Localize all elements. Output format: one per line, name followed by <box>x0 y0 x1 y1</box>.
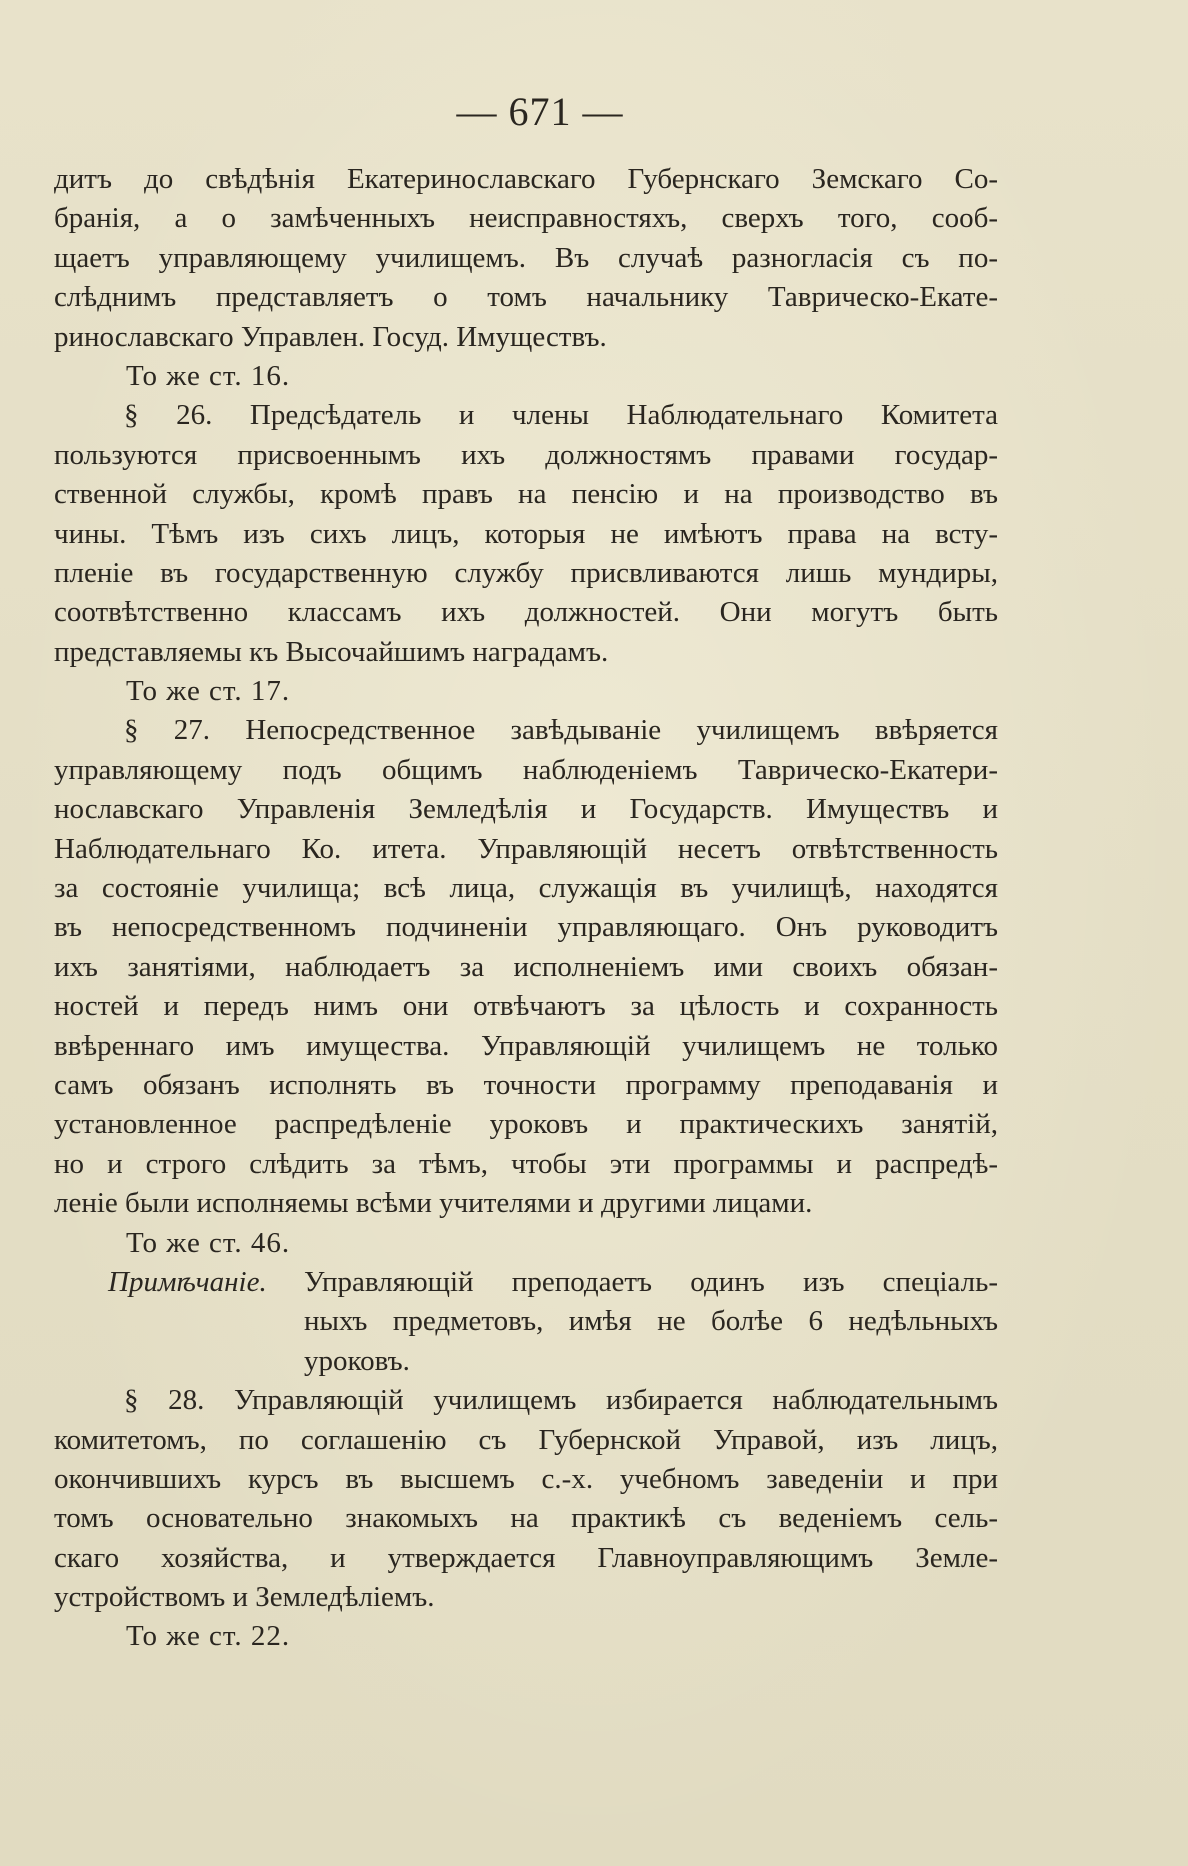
text-line: ихъ занятіями, наблюдаетъ за исполненіемъ ими своихъ обязан- <box>54 950 998 983</box>
text-line: слѣднимъ представляетъ о томъ начальнику Таврическо-Екате- <box>54 281 998 314</box>
text-line: ственной службы, кромѣ правъ на пенсію и на производство въ <box>54 478 998 511</box>
section-26-heading-line: § 26. Предсѣдатель и члены Наблюдательнаго Комитета <box>124 399 998 432</box>
reference-line: То же ст. 46. <box>126 1226 291 1259</box>
text-line: нославскаго Управленія Земледѣлія и Государств. Имуществъ и <box>54 793 998 826</box>
text-line: установленное распредѣленіе уроковъ и практическихъ занятій, <box>54 1108 998 1141</box>
reference-line: То же ст. 16. <box>126 359 291 392</box>
text-line: но и строго слѣдить за тѣмъ, чтобы эти программы и распредѣ- <box>54 1147 998 1180</box>
text-line: окончившихъ курсъ въ высшемъ с.-х. учебномъ заведеніи и при <box>54 1462 998 1495</box>
note-text-line: уроковъ. <box>304 1344 410 1377</box>
reference-line: То же ст. 22. <box>126 1620 291 1653</box>
text-line: томъ основательно знакомыхъ на практикѣ съ веденіемъ сель- <box>54 1502 998 1535</box>
text-line: ввѣреннаго имъ имущества. Управляющій училищемъ не только <box>54 1029 998 1062</box>
page-number: — 671 — <box>456 89 624 134</box>
text-line: комитетомъ, по соглашенію съ Губернской Управой, изъ лицъ, <box>54 1423 998 1456</box>
text-block <box>54 160 998 1657</box>
text-line: представляемы къ Высочайшимъ наградамъ. <box>54 635 609 668</box>
text-line: леніе были исполняемы всѣми учителями и другими лицами. <box>54 1187 813 1220</box>
text-line: управляющему подъ общимъ наблюденіемъ Таврическо-Екатери- <box>54 753 998 786</box>
reference-line: То же ст. 17. <box>126 675 291 708</box>
section-27-heading-line: § 27. Непосредственное завѣдываніе училищемъ ввѣряется <box>124 714 998 747</box>
note-first-line <box>54 1263 998 1302</box>
text-line: Наблюдательнаго Ко. итета. Управляющій несетъ отвѣтственность <box>54 832 998 865</box>
text-line: въ непосредственномъ подчиненіи управляющаго. Онъ руководитъ <box>54 911 998 944</box>
text-line: за состояніе училища; всѣ лица, служащія въ училищѣ, находятся <box>54 872 998 905</box>
text-line: устройствомъ и Земледѣліемъ. <box>54 1581 435 1614</box>
text-line: чины. Тѣмъ изъ сихъ лицъ, которыя не имѣютъ права на всту- <box>54 517 998 550</box>
text-line: ринославскаго Управлен. Госуд. Имуществъ. <box>54 320 607 353</box>
text-line: бранія, а о замѣченныхъ неисправностяхъ, сверхъ того, сооб- <box>54 202 998 235</box>
text-line: пленіе въ государственную службу присвливаются лишь мундиры, <box>54 556 998 589</box>
text-line: самъ обязанъ исполнять въ точности программу преподаванія и <box>54 1068 998 1101</box>
note-text: Управляющій преподаетъ одинъ изъ спеціаль- <box>304 1265 998 1298</box>
note-text-line: ныхъ предметовъ, имѣя не болѣе 6 недѣльныхъ <box>304 1305 998 1338</box>
text-line: пользуются присвоеннымъ ихъ должностямъ правами государ- <box>54 438 998 471</box>
text-line: соотвѣтственно классамъ ихъ должностей. Они могутъ быть <box>54 596 998 629</box>
text-line: ностей и передъ нимъ они отвѣчаютъ за цѣлость и сохранность <box>54 990 998 1023</box>
note-label: Примѣчаніе. <box>108 1265 267 1298</box>
text-line: скаго хозяйства, и утверждается Главноуправляющимъ Земле- <box>54 1541 998 1574</box>
text-line: щаетъ управляющему училищемъ. Въ случаѣ разногласія съ по- <box>54 241 998 274</box>
text-line: дитъ до свѣдѣнія Екатеринославскаго Губернскаго Земскаго Со- <box>54 163 998 195</box>
section-28-heading-line: § 28. Управляющій училищемъ избирается наблюдательнымъ <box>124 1384 998 1417</box>
